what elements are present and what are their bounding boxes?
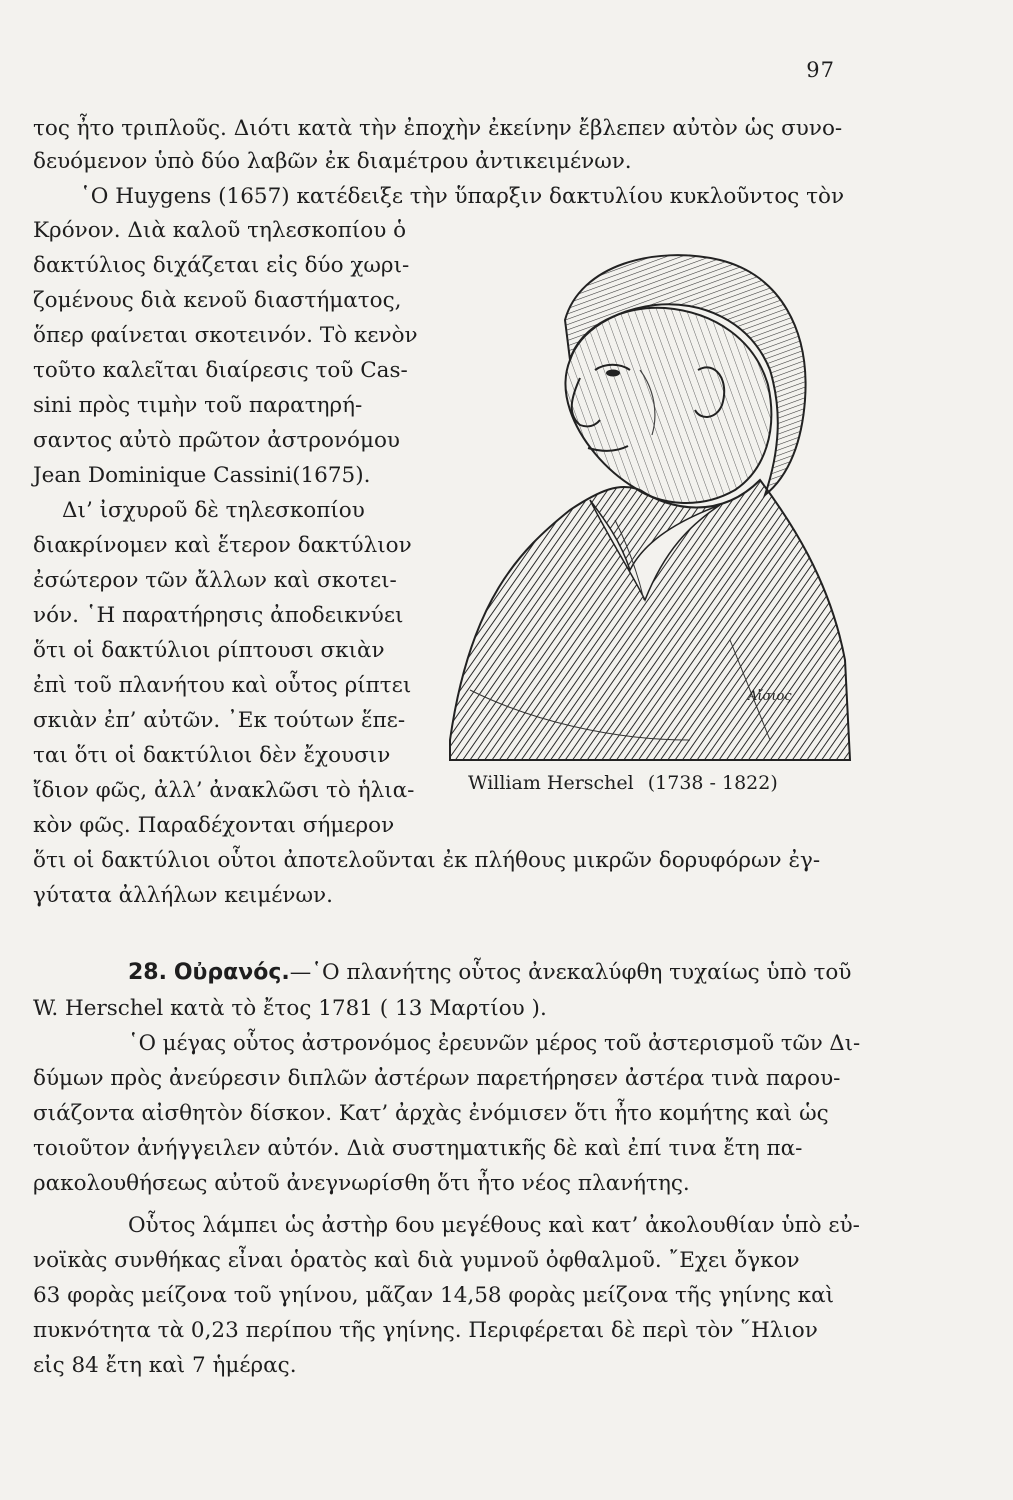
text-line: ὅτι οἱ δακτύλιοι οὗτοι ἀποτελοῦνται ἐκ πλήθους μικρῶν δορυφόρων ἐγ-	[33, 848, 821, 873]
text-line: γύτατα ἀλλήλων κειμένων.	[33, 883, 333, 908]
text-line: τοιοῦτον ἀνήγγειλεν αὐτόν. Διὰ συστηματικῆς δὲ καὶ ἐπί τινα ἔτη πα-	[33, 1136, 803, 1161]
text-line: τοῦτο καλεῖται διαίρεσις τοῦ Cas-	[33, 358, 408, 383]
caption-dates: (1738 - 1822)	[647, 772, 778, 794]
page-number: 97	[806, 58, 835, 82]
text-line: ται ὅτι οἱ δακτύλιοι δὲν ἔχουσιν	[33, 743, 391, 768]
text-line: ῾Ο Huygens (1657) κατέδειξε τὴν ὕπαρξιν δακτυλίου κυκλοῦντος τὸν	[80, 184, 845, 209]
text-line: ὅπερ φαίνεται σκοτεινόν. Τὸ κενὸν	[33, 323, 418, 348]
text-line: σκιὰν ἐπ’ αὐτῶν. ᾿Εκ τούτων ἕπε-	[33, 708, 406, 733]
text-line: ρακολουθήσεως αὐτοῦ ἀνεγνωρίσθη ὅτι ἦτο νέος πλανήτης.	[33, 1171, 690, 1196]
text-line: ζομένους διὰ κενοῦ διαστήματος,	[33, 288, 402, 313]
figure-caption	[468, 772, 778, 794]
text-line: —῾Ο πλανήτης οὗτος ἀνεκαλύφθη τυχαίως ὑπὸ τοῦ	[289, 960, 852, 985]
text-line: δύμων πρὸς ἀνεύρεσιν διπλῶν ἀστέρων παρετήρησεν ἀστέρα τινὰ παρου-	[33, 1066, 841, 1091]
text-line: δακτύλιος διχάζεται εἰς δύο χωρι-	[33, 253, 410, 278]
text-line: σιάζοντα αἰσθητὸν δίσκον. Κατ’ ἀρχὰς ἐνόμισεν ὅτι ἦτο κομήτης καὶ ὡς	[33, 1101, 829, 1126]
text-line: ἐσώτερον τῶν ἄλλων καὶ σκοτει-	[33, 568, 397, 593]
text-line: Οὗτος λάμπει ὡς ἀστὴρ 6ου μεγέθους καὶ κατ’ ἀκολουθίαν ὑπὸ εὐ-	[128, 1213, 860, 1238]
text-line: ὅτι οἱ δακτύλιοι ρίπτουσι σκιὰν	[33, 638, 385, 663]
text-line: 63 φορὰς μείζονα τοῦ γηίνου, μᾶζαν 14,58 φορὰς μείζονα τῆς γηίνης καὶ	[33, 1283, 835, 1308]
text-line: δευόμενον ὑπὸ δύο λαβῶν ἐκ διαμέτρου ἀντικειμένων.	[33, 149, 632, 174]
text-line: ῾Ο μέγας οὗτος ἀστρονόμος ἐρευνῶν μέρος τοῦ ἀστερισμοῦ τῶν Δι-	[128, 1031, 861, 1056]
section-title: Οὐρανός.	[173, 960, 290, 985]
caption-name: William Herschel	[468, 772, 634, 794]
section-number: 28.	[128, 960, 167, 985]
text-line: Jean Dominique Cassini(1675).	[33, 463, 371, 488]
text-line: εἰς 84 ἔτη καὶ 7 ἡμέρας.	[33, 1353, 297, 1378]
text-line: ἐπὶ τοῦ πλανήτου καὶ οὗτος ρίπτει	[33, 673, 412, 698]
text-line: νοϊκὰς συνθήκας εἶναι ὁρατὸς καὶ διὰ γυμνοῦ ὀφθαλμοῦ. ῎Εχει ὄγκον	[33, 1248, 800, 1273]
text-line: κὸν φῶς. Παραδέχονται σήμερον	[33, 813, 395, 838]
text-line: Δι’ ἰσχυροῦ δὲ τηλεσκοπίου	[62, 498, 365, 523]
text-line: Κρόνον. Διὰ καλοῦ τηλεσκοπίου ὁ	[33, 218, 407, 243]
text-line: σαντος αὐτὸ πρῶτον ἀστρονόμου	[33, 428, 400, 453]
text-line: διακρίνομεν καὶ ἕτερον δακτύλιον	[33, 533, 412, 558]
text-line: sini πρὸς τιμὴν τοῦ παρατηρή-	[33, 393, 363, 418]
engraver-signature: Αἴσιος	[748, 689, 792, 704]
section-heading-line	[128, 962, 851, 984]
text-line: νόν. ῾Η παρατήρησις ἀποδεικνύει	[33, 603, 404, 628]
text-line: πυκνότητα τὰ 0,23 περίπου τῆς γηίνης. Περιφέρεται δὲ περὶ τὸν ῞Ηλιον	[33, 1318, 818, 1343]
text-line: W. Herschel κατὰ τὸ ἔτος 1781 ( 13 Μαρτίου ).	[33, 996, 547, 1021]
text-line: ἴδιον φῶς, ἀλλ’ ἀνακλῶσι τὸ ἡλια-	[33, 778, 415, 803]
portrait-engraving	[430, 220, 855, 780]
text-line: τος ἦτο τριπλοῦς. Διότι κατὰ τὴν ἐποχὴν ἐκείνην ἔβλεπεν αὐτὸν ὡς συνο-	[33, 116, 843, 141]
